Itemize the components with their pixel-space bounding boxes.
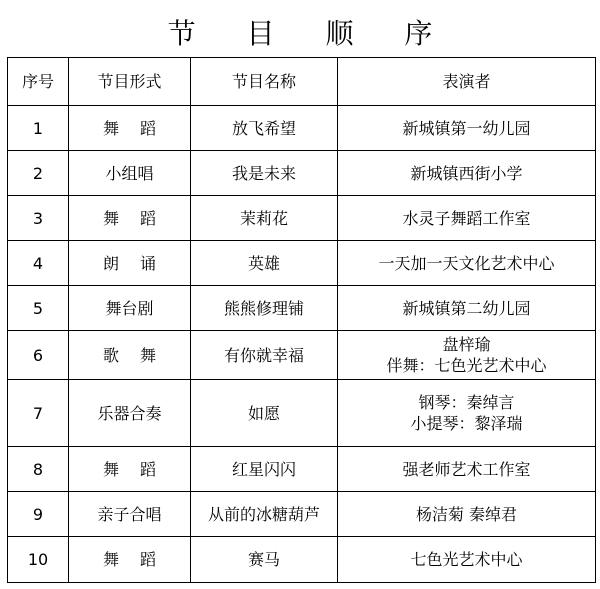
header-program-type: 节目形式 <box>69 58 191 106</box>
cell-number: 6 <box>8 331 69 380</box>
table-header-row <box>8 58 596 106</box>
performer-line: 小提琴：黎泽瑞 <box>410 414 523 433</box>
cell-program-name: 我是未来 <box>191 151 338 196</box>
cell-performers <box>338 106 596 151</box>
cell-program-type: 舞 蹈 <box>69 537 191 583</box>
cell-number: 5 <box>8 286 69 331</box>
cell-performers <box>338 286 596 331</box>
table-row <box>8 106 596 151</box>
cell-number: 8 <box>8 447 69 492</box>
performer-line: 七色光艺术中心 <box>410 550 523 569</box>
performer-line: 盘梓瑜 <box>442 335 491 354</box>
cell-number: 4 <box>8 241 69 286</box>
cell-program-type: 乐器合奏 <box>69 380 191 447</box>
header-number: 序号 <box>8 58 69 106</box>
cell-number: 2 <box>8 151 69 196</box>
program-table <box>7 57 596 583</box>
performer-line: 杨洁菊 秦绰君 <box>415 504 518 524</box>
cell-program-name: 红星闪闪 <box>191 447 338 492</box>
performer-line: 伴舞：七色光艺术中心 <box>386 356 547 375</box>
cell-program-name: 从前的冰糖葫芦 <box>191 492 338 537</box>
cell-performers <box>338 380 596 447</box>
cell-program-type: 舞 蹈 <box>69 447 191 492</box>
table-row <box>8 151 596 196</box>
performer-line: 新城镇第一幼儿园 <box>402 118 531 138</box>
table-row <box>8 241 596 286</box>
cell-performers <box>338 492 596 537</box>
cell-number: 10 <box>8 537 69 583</box>
cell-program-name: 如愿 <box>191 380 338 447</box>
performer-line: 强老师艺术工作室 <box>402 459 531 479</box>
cell-performers <box>338 447 596 492</box>
table-row <box>8 331 596 380</box>
cell-performers <box>338 331 596 380</box>
cell-program-type: 歌 舞 <box>69 331 191 380</box>
performer-line: 一天加一天文化艺术中心 <box>378 253 555 273</box>
table-row <box>8 380 596 447</box>
cell-performers <box>338 196 596 241</box>
cell-program-name: 茉莉花 <box>191 196 338 241</box>
table-row <box>8 286 596 331</box>
table-row <box>8 537 596 583</box>
performer-line: 新城镇第二幼儿园 <box>402 298 531 318</box>
cell-program-type: 舞台剧 <box>69 286 191 331</box>
cell-program-type: 小组唱 <box>69 151 191 196</box>
page-title: 节 目 顺 序 <box>167 17 454 50</box>
cell-number: 3 <box>8 196 69 241</box>
cell-program-type: 朗 诵 <box>69 241 191 286</box>
header-program-name: 节目名称 <box>191 58 338 106</box>
cell-performers <box>338 241 596 286</box>
cell-program-type: 舞 蹈 <box>69 106 191 151</box>
cell-program-name: 有你就幸福 <box>191 331 338 380</box>
cell-performers <box>338 151 596 196</box>
cell-performers <box>338 537 596 583</box>
performer-line: 钢琴：秦绰言 <box>418 393 515 412</box>
table-row <box>8 492 596 537</box>
performer-line: 水灵子舞蹈工作室 <box>402 208 531 228</box>
table-row <box>8 447 596 492</box>
cell-number: 9 <box>8 492 69 537</box>
cell-program-name: 熊熊修理铺 <box>191 286 338 331</box>
cell-program-type: 舞 蹈 <box>69 196 191 241</box>
cell-program-name: 赛马 <box>191 537 338 583</box>
cell-program-name: 英雄 <box>191 241 338 286</box>
performer-line: 新城镇西街小学 <box>410 163 523 183</box>
cell-program-name: 放飞希望 <box>191 106 338 151</box>
cell-number: 1 <box>8 106 69 151</box>
cell-number: 7 <box>8 380 69 447</box>
table-row <box>8 196 596 241</box>
cell-program-type: 亲子合唱 <box>69 492 191 537</box>
header-performers: 表演者 <box>338 58 596 106</box>
